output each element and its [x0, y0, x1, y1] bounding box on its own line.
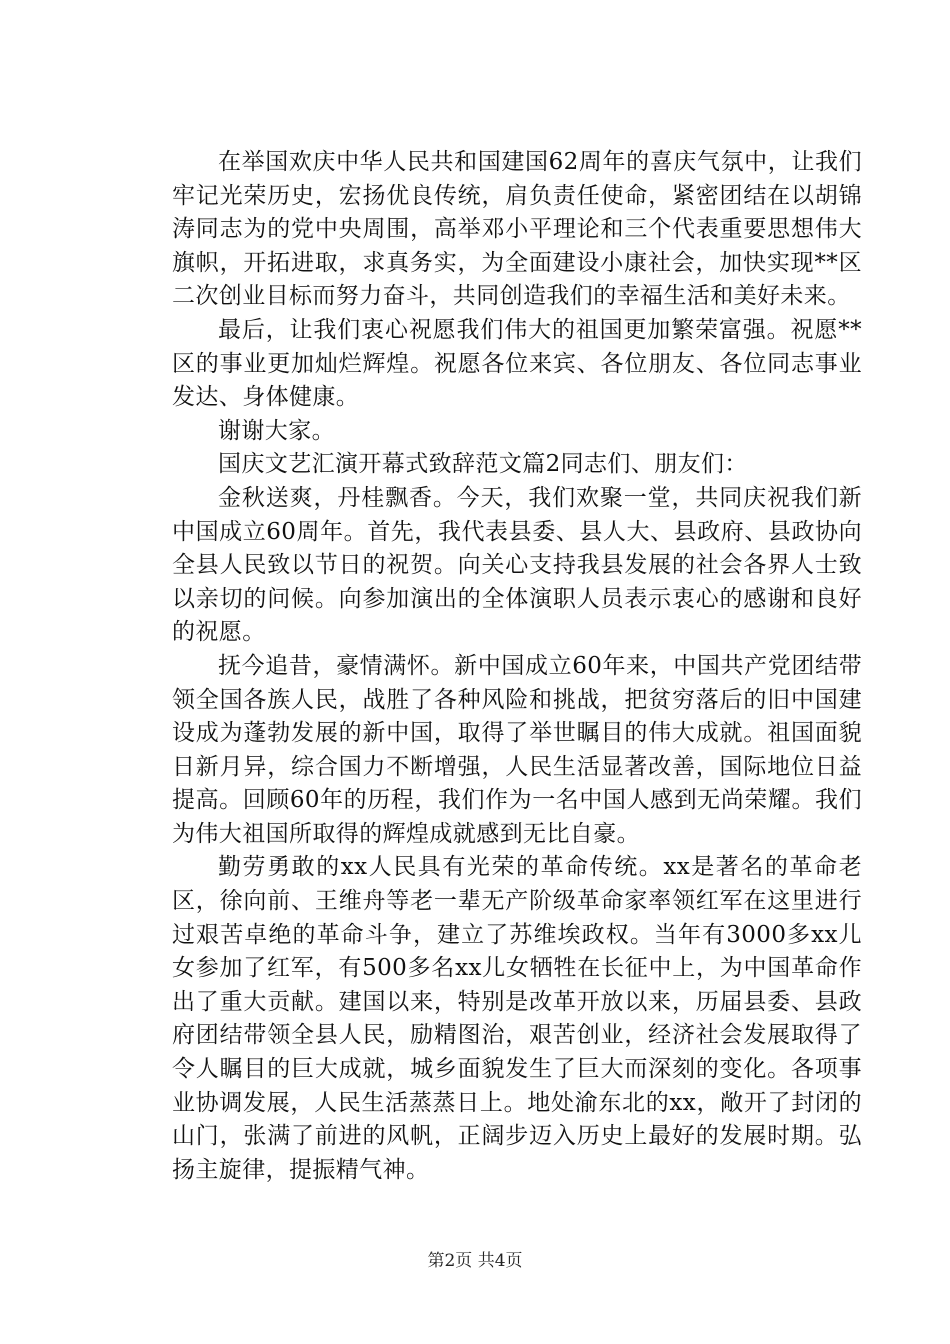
document-body [172, 146, 862, 1187]
paragraph-closing-call: 在举国欢庆中华人民共和国建国62周年的喜庆气氛中，让我们牢记光荣历史，宏扬优良传统，肩负责任使命，紧密团结在以胡锦涛同志为的党中央周围，高举邓小平理论和三个代表重要思想伟大旗帜，开拓进取，求真务实，为全面建设小康社会，加快实现**区二次创业目标而努力奋斗，共同创造我们的幸福生活和美好未来。 [172, 149, 862, 310]
paragraph-history-review: 抚今追昔，豪情满怀。新中国成立60年来，中国共产党团结带领全国各族人民，战胜了各种风险和挑战，把贫穷落后的旧中国建设成为蓬勃发展的新中国，取得了举世瞩目的伟大成就。祖国面貌日新月异，综合国力不断增强，人民生活显著改善，国际地位日益提高。回顾60年的历程，我们作为一名中国人感到无尚荣耀。我们为伟大祖国所取得的辉煌成就感到无比自豪。 [172, 652, 862, 847]
paragraph-section-heading: 国庆文艺汇演开幕式致辞范文篇2同志们、朋友们： [218, 451, 748, 478]
paragraph-thanks: 谢谢大家。 [218, 417, 335, 444]
paragraph-revolutionary-tradition: 勤劳勇敢的xx人民具有光荣的革命传统。xx是著名的革命老区，徐向前、王维舟等老一辈无产阶级革命家率领红军在这里进行过艰苦卓绝的革命斗争，建立了苏维埃政权。当年有3000多xx儿女参加了红军，有500多名xx儿女牺牲在长征中上，为中国革命作出了重大贡献。建国以来，特别是改革开放以来，历届县委、县政府团结带领全县人民，励精图治，艰苦创业，经济社会发展取得了令人瞩目的巨大成就，城乡面貌发生了巨大而深刻的变化。各项事业协调发展，人民生活蒸蒸日上。地处渝东北的xx，敞开了封闭的山门，张满了前进的风帆，正阔步迈入历史上最好的发展时期。弘扬主旋律，提振精气神。 [172, 854, 862, 1183]
paragraph-opening-greeting: 金秋送爽，丹桂飘香。今天，我们欢聚一堂，共同庆祝我们新中国成立60周年。首先，我代表县委、县人大、县政府、县政协向全县人民致以节日的祝贺。向关心支持我县发展的社会各界人士致以亲切的问候。向参加演出的全体演职人员表示衷心的感谢和良好的祝愿。 [172, 484, 862, 646]
page-number-footer: 第2页 共4页 [427, 1251, 523, 1271]
paragraph-final-wishes: 最后，让我们衷心祝愿我们伟大的祖国更加繁荣富强。祝愿**区的事业更加灿烂辉煌。祝愿各位来宾、各位朋友、各位同志事业发达、身体健康。 [172, 316, 862, 411]
